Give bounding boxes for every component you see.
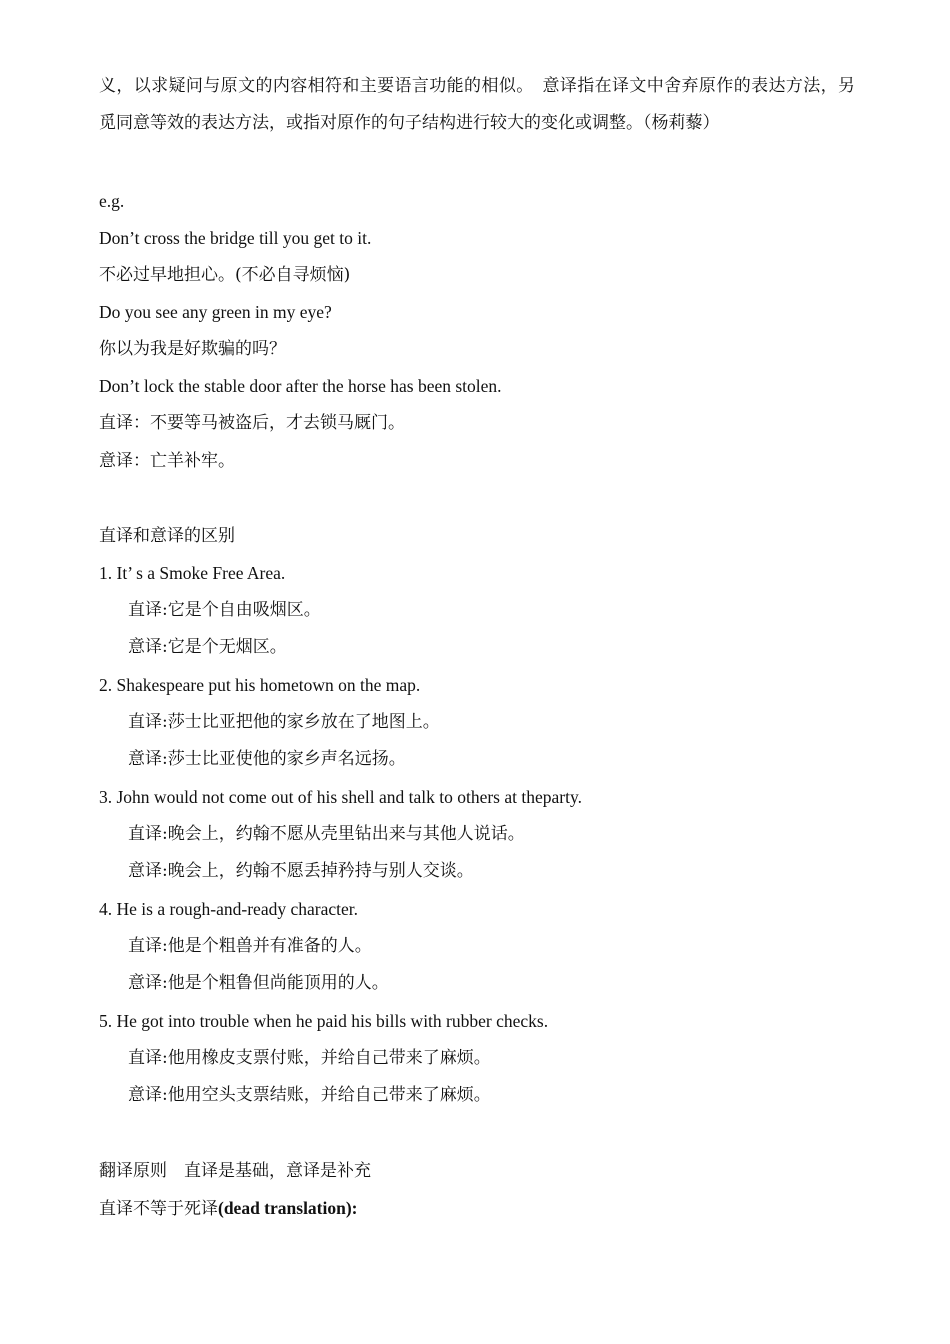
example-line: 你以为我是好欺骗的吗？	[99, 339, 286, 359]
difference-item-free: 意译:晚会上，约翰不愿丢掉矜持与别人交谈。	[128, 861, 474, 881]
difference-item-free: 意译:他用空头支票结账，并给自己带来了麻烦。	[128, 1085, 491, 1105]
difference-item-en: 3. John would not come out of his shell and talk to others at theparty.	[99, 787, 582, 807]
eg-label: e.g.	[99, 191, 125, 211]
dead-translation-text: 直译不等于死译	[99, 1199, 218, 1219]
example-line: Don’t lock the stable door after the horse has been stolen.	[99, 376, 502, 396]
example-line: 意译：亡羊补牢。	[99, 451, 235, 471]
example-line: 直译：不要等马被盗后，才去锁马厩门。	[99, 413, 405, 433]
difference-item-en: 2. Shakespeare put his hometown on the map.	[99, 675, 421, 695]
difference-item-literal: 直译:晚会上，约翰不愿从壳里钻出来与其他人说话。	[128, 824, 525, 844]
difference-item-literal: 直译:他用橡皮支票付账，并给自己带来了麻烦。	[128, 1048, 491, 1068]
example-line: 不必过早地担心。(不必自寻烦恼)	[99, 265, 351, 285]
difference-item-en: 4. He is a rough-and-ready character.	[99, 899, 358, 919]
difference-item-free: 意译:他是个粗鲁但尚能顶用的人。	[128, 973, 389, 993]
example-line: Don’t cross the bridge till you get to it.	[99, 228, 372, 248]
difference-item-free: 意译:它是个无烟区。	[128, 637, 287, 657]
difference-item-en: 1. It’ s a Smoke Free Area.	[99, 563, 286, 583]
difference-item-literal: 直译:莎士比亚把他的家乡放在了地图上。	[128, 712, 440, 732]
section-heading: 直译和意译的区别	[99, 526, 235, 546]
difference-item-en: 5. He got into trouble when he paid his bills with rubber checks.	[99, 1011, 549, 1031]
dead-translation-term: (dead translation):	[218, 1198, 358, 1218]
intro-paragraph: 义，以求疑问与原文的内容相符和主要语言功能的相似。 意译指在译文中舍弃原作的表达方法，另觅同意等效的表达方法，或指对原作的句子结构进行较大的变化或调整。（杨莉藜）	[99, 76, 855, 133]
principle-line: 翻译原则 直译是基础，意译是补充	[99, 1161, 371, 1181]
dead-translation-line	[99, 1196, 358, 1221]
difference-item-literal: 直译:他是个粗兽并有准备的人。	[128, 936, 372, 956]
example-line: Do you see any green in my eye?	[99, 302, 332, 322]
difference-item-free: 意译:莎士比亚使他的家乡声名远扬。	[128, 749, 406, 769]
difference-item-literal: 直译:它是个自由吸烟区。	[128, 600, 321, 620]
